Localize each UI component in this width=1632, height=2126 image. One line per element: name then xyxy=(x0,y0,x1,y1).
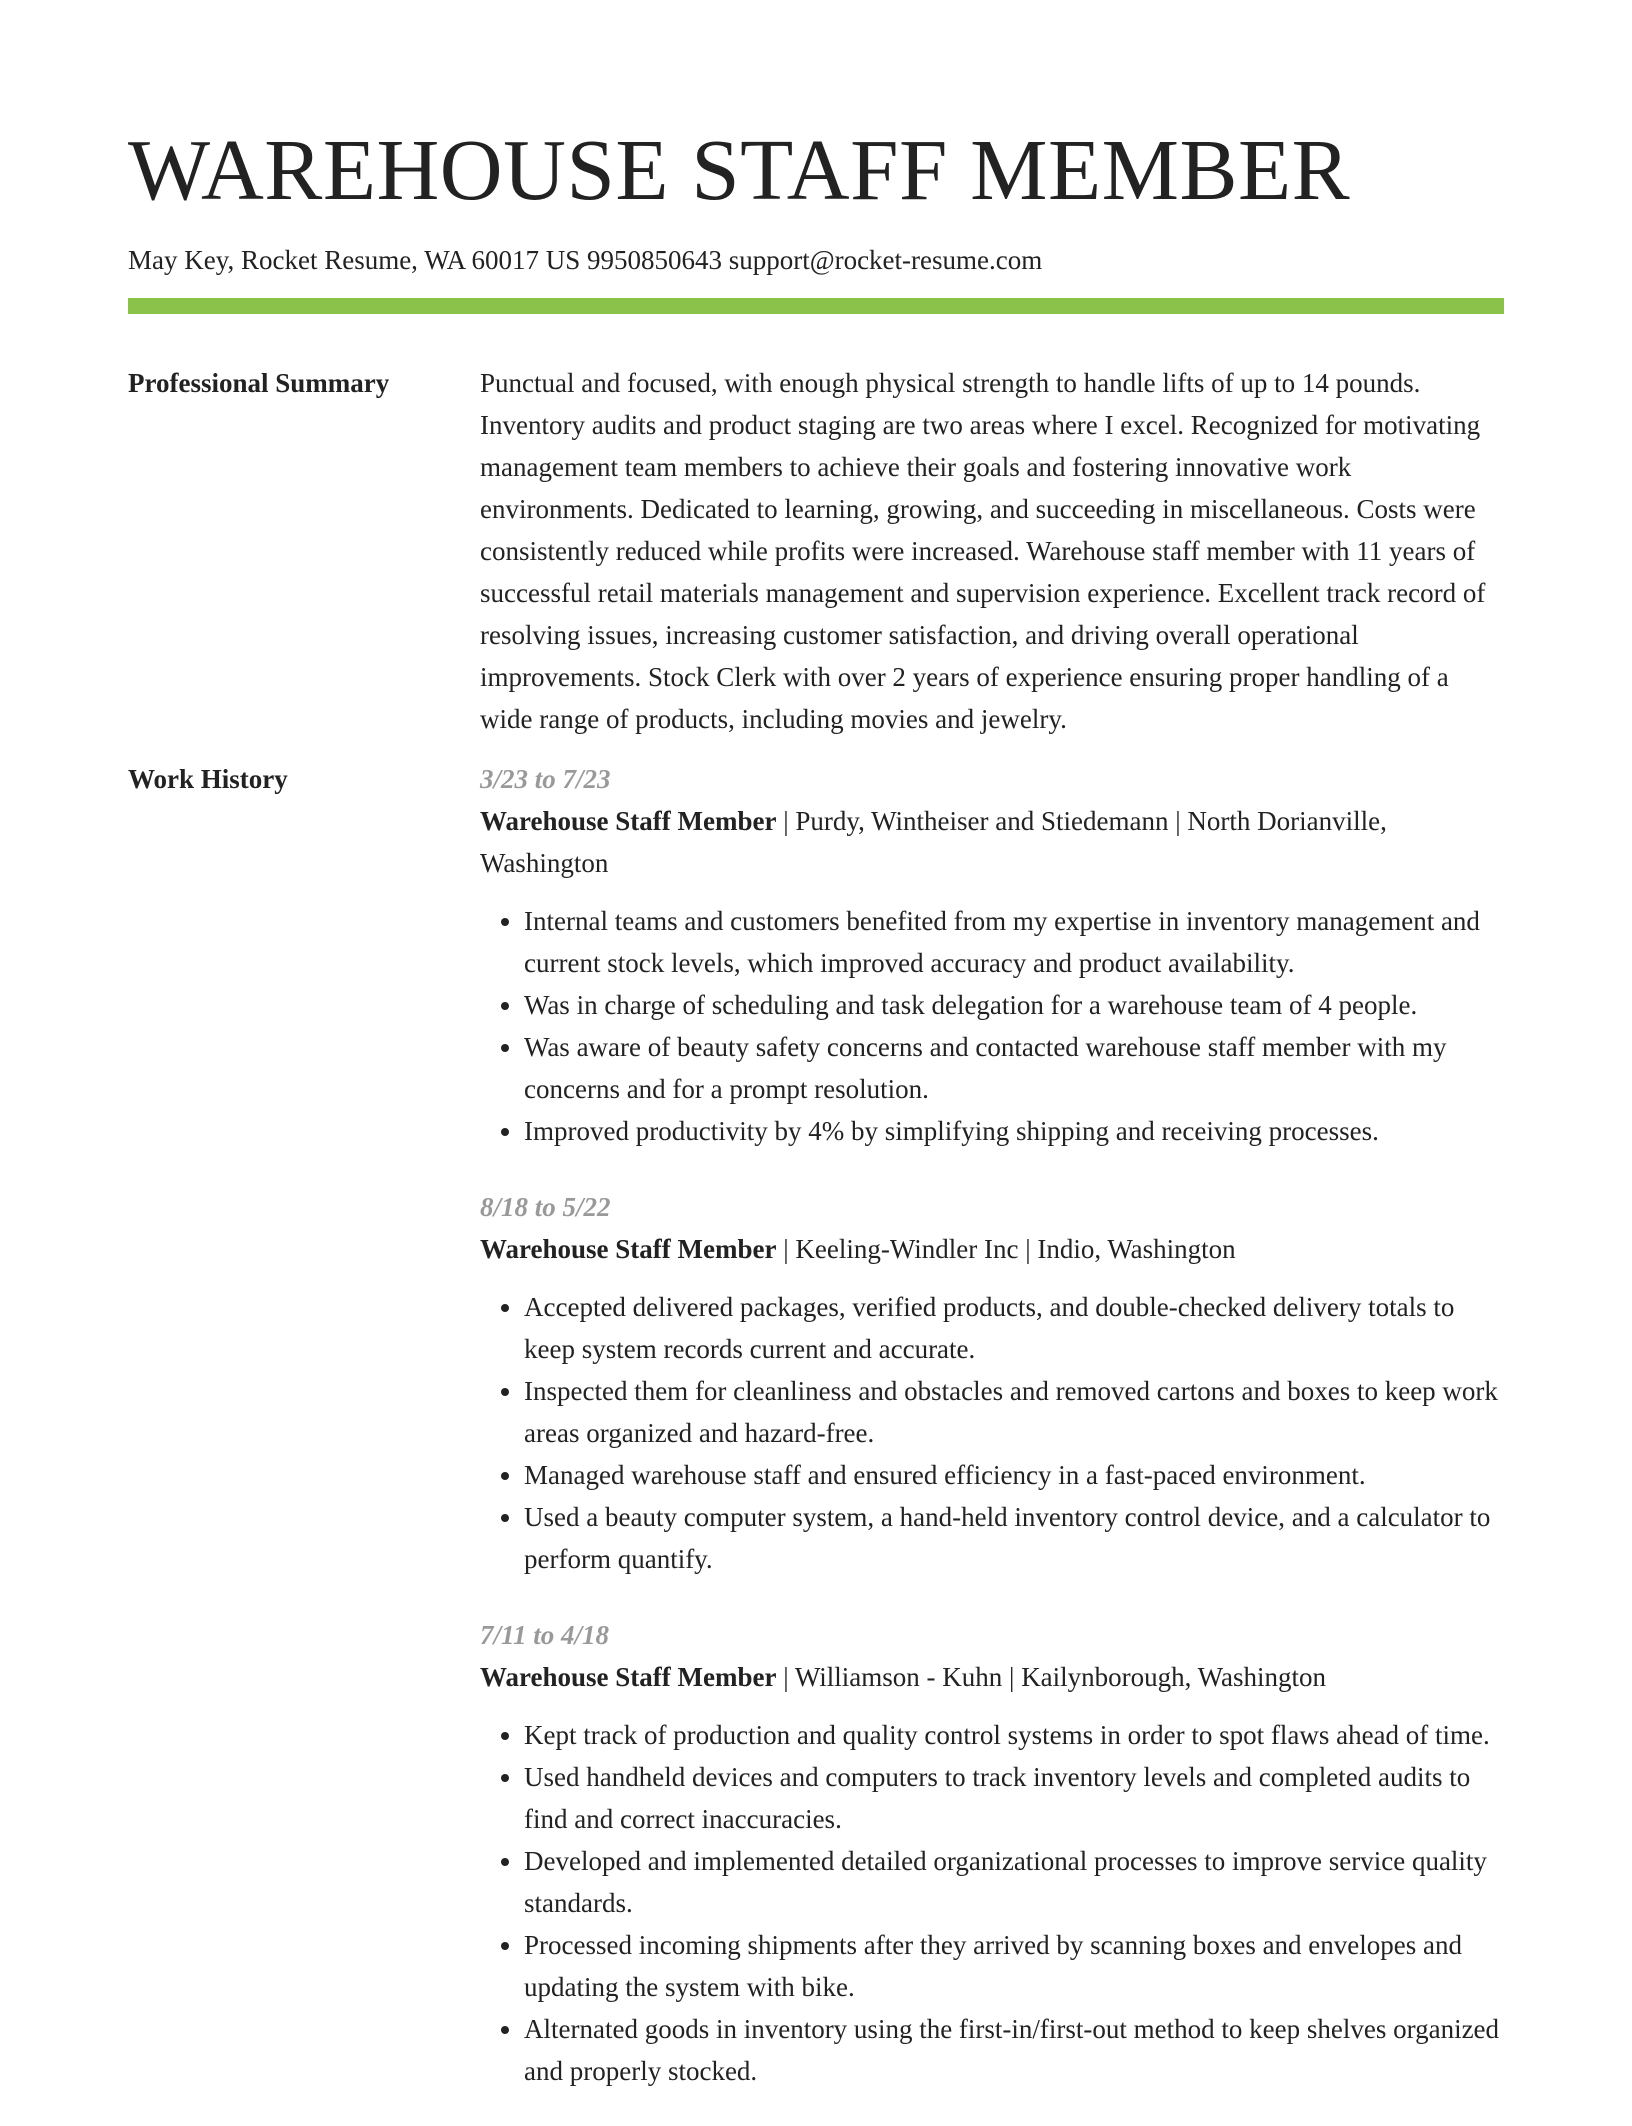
job-bullet: • Used a beauty computer system, a hand-held inventory control device, and a calculator to perform quantify. xyxy=(524,1496,1504,1580)
contact-line: May Key, Rocket Resume, WA 60017 US 9950850643 support@rocket-resume.com xyxy=(128,245,1043,275)
job-separator: | xyxy=(783,806,789,836)
job-separator: | xyxy=(1025,1234,1031,1264)
job-location: North Dorianville, Washington xyxy=(480,806,1387,878)
job-title: Warehouse Staff Member xyxy=(480,806,777,836)
work-history-section xyxy=(128,758,1504,2126)
job-bullet-list xyxy=(480,900,1504,1152)
job-title: Warehouse Staff Member xyxy=(480,1234,777,1264)
job-heading xyxy=(480,1228,1504,1270)
job-dates: 8/18 to 5/22 xyxy=(480,1192,611,1222)
job-entry xyxy=(480,758,1504,1152)
job-company: Keeling-Windler Inc xyxy=(795,1234,1019,1264)
job-location: Kailynborough, Washington xyxy=(1021,1662,1326,1692)
job-location: Indio, Washington xyxy=(1037,1234,1236,1264)
job-bullet: • Accepted delivered packages, verified products, and double-checked delivery totals to keep system records current and accurate. xyxy=(524,1286,1504,1370)
job-heading xyxy=(480,800,1504,884)
accent-divider xyxy=(128,298,1504,314)
job-dates: 7/11 to 4/18 xyxy=(480,1620,610,1650)
section-label-summary: Professional Summary xyxy=(128,368,390,398)
job-bullet: • Inspected them for cleanliness and obstacles and removed cartons and boxes to keep work areas organized and hazard-free. xyxy=(524,1370,1504,1454)
job-entry xyxy=(480,1614,1504,2092)
job-separator: | xyxy=(1175,806,1181,836)
summary-body xyxy=(480,362,1504,740)
job-bullet: • Processed incoming shipments after they arrived by scanning boxes and envelopes and updating the system with bike. xyxy=(524,1924,1504,2008)
job-bullet: • Was aware of beauty safety concerns and contacted warehouse staff member with my concerns and for a prompt resolution. xyxy=(524,1026,1504,1110)
job-company: Williamson - Kuhn xyxy=(794,1662,1003,1692)
job-company: Purdy, Wintheiser and Stiedemann xyxy=(795,806,1169,836)
job-bullet: • Alternated goods in inventory using the first-in/first-out method to keep shelves organized and properly stocked. xyxy=(524,2008,1504,2092)
job-bullet: • Kept track of production and quality control systems in order to spot flaws ahead of time. xyxy=(524,1714,1504,1756)
job-bullet-list xyxy=(480,1286,1504,1580)
job-bullet-list xyxy=(480,1714,1504,2092)
professional-summary-section xyxy=(128,362,1504,740)
job-dates: 3/23 to 7/23 xyxy=(480,764,611,794)
section-label-work-history: Work History xyxy=(128,764,288,794)
job-bullet: • Used handheld devices and computers to track inventory levels and completed audits to find and correct inaccuracies. xyxy=(524,1756,1504,1840)
job-bullet: • Improved productivity by 4% by simplifying shipping and receiving processes. xyxy=(524,1110,1504,1152)
resume-title: WAREHOUSE STAFF MEMBER xyxy=(128,121,1351,218)
work-history-body xyxy=(480,758,1504,2126)
job-separator: | xyxy=(1009,1662,1015,1692)
job-separator: | xyxy=(783,1234,789,1264)
summary-text: Punctual and focused, with enough physical strength to handle lifts of up to 14 pounds. Inventory audits and product staging are two areas where I excel. Recognized for motivating management team members to achieve their goals and fostering innovative work environments. Dedicated to learning, growing, and succeeding in miscellaneous. Costs were consistently reduced while profits were increased. Warehouse staff member with 11 years of successful retail materials management and supervision experience. Excellent track record of resolving issues, increasing customer satisfaction, and driving overall operational improvements. Stock Clerk with over 2 years of experience ensuring proper handling of a wide range of products, including movies and jewelry. xyxy=(480,368,1486,734)
job-heading xyxy=(480,1656,1504,1698)
resume-page xyxy=(128,0,1504,2126)
job-entry xyxy=(480,1186,1504,1580)
job-bullet: • Managed warehouse staff and ensured efficiency in a fast-paced environment. xyxy=(524,1454,1504,1496)
job-bullet: • Internal teams and customers benefited from my expertise in inventory management and current stock levels, which improved accuracy and product availability. xyxy=(524,900,1504,984)
job-title: Warehouse Staff Member xyxy=(480,1662,777,1692)
job-bullet: • Was in charge of scheduling and task delegation for a warehouse team of 4 people. xyxy=(524,984,1504,1026)
job-separator: | xyxy=(783,1662,789,1692)
job-bullet: • Developed and implemented detailed organizational processes to improve service quality standards. xyxy=(524,1840,1504,1924)
